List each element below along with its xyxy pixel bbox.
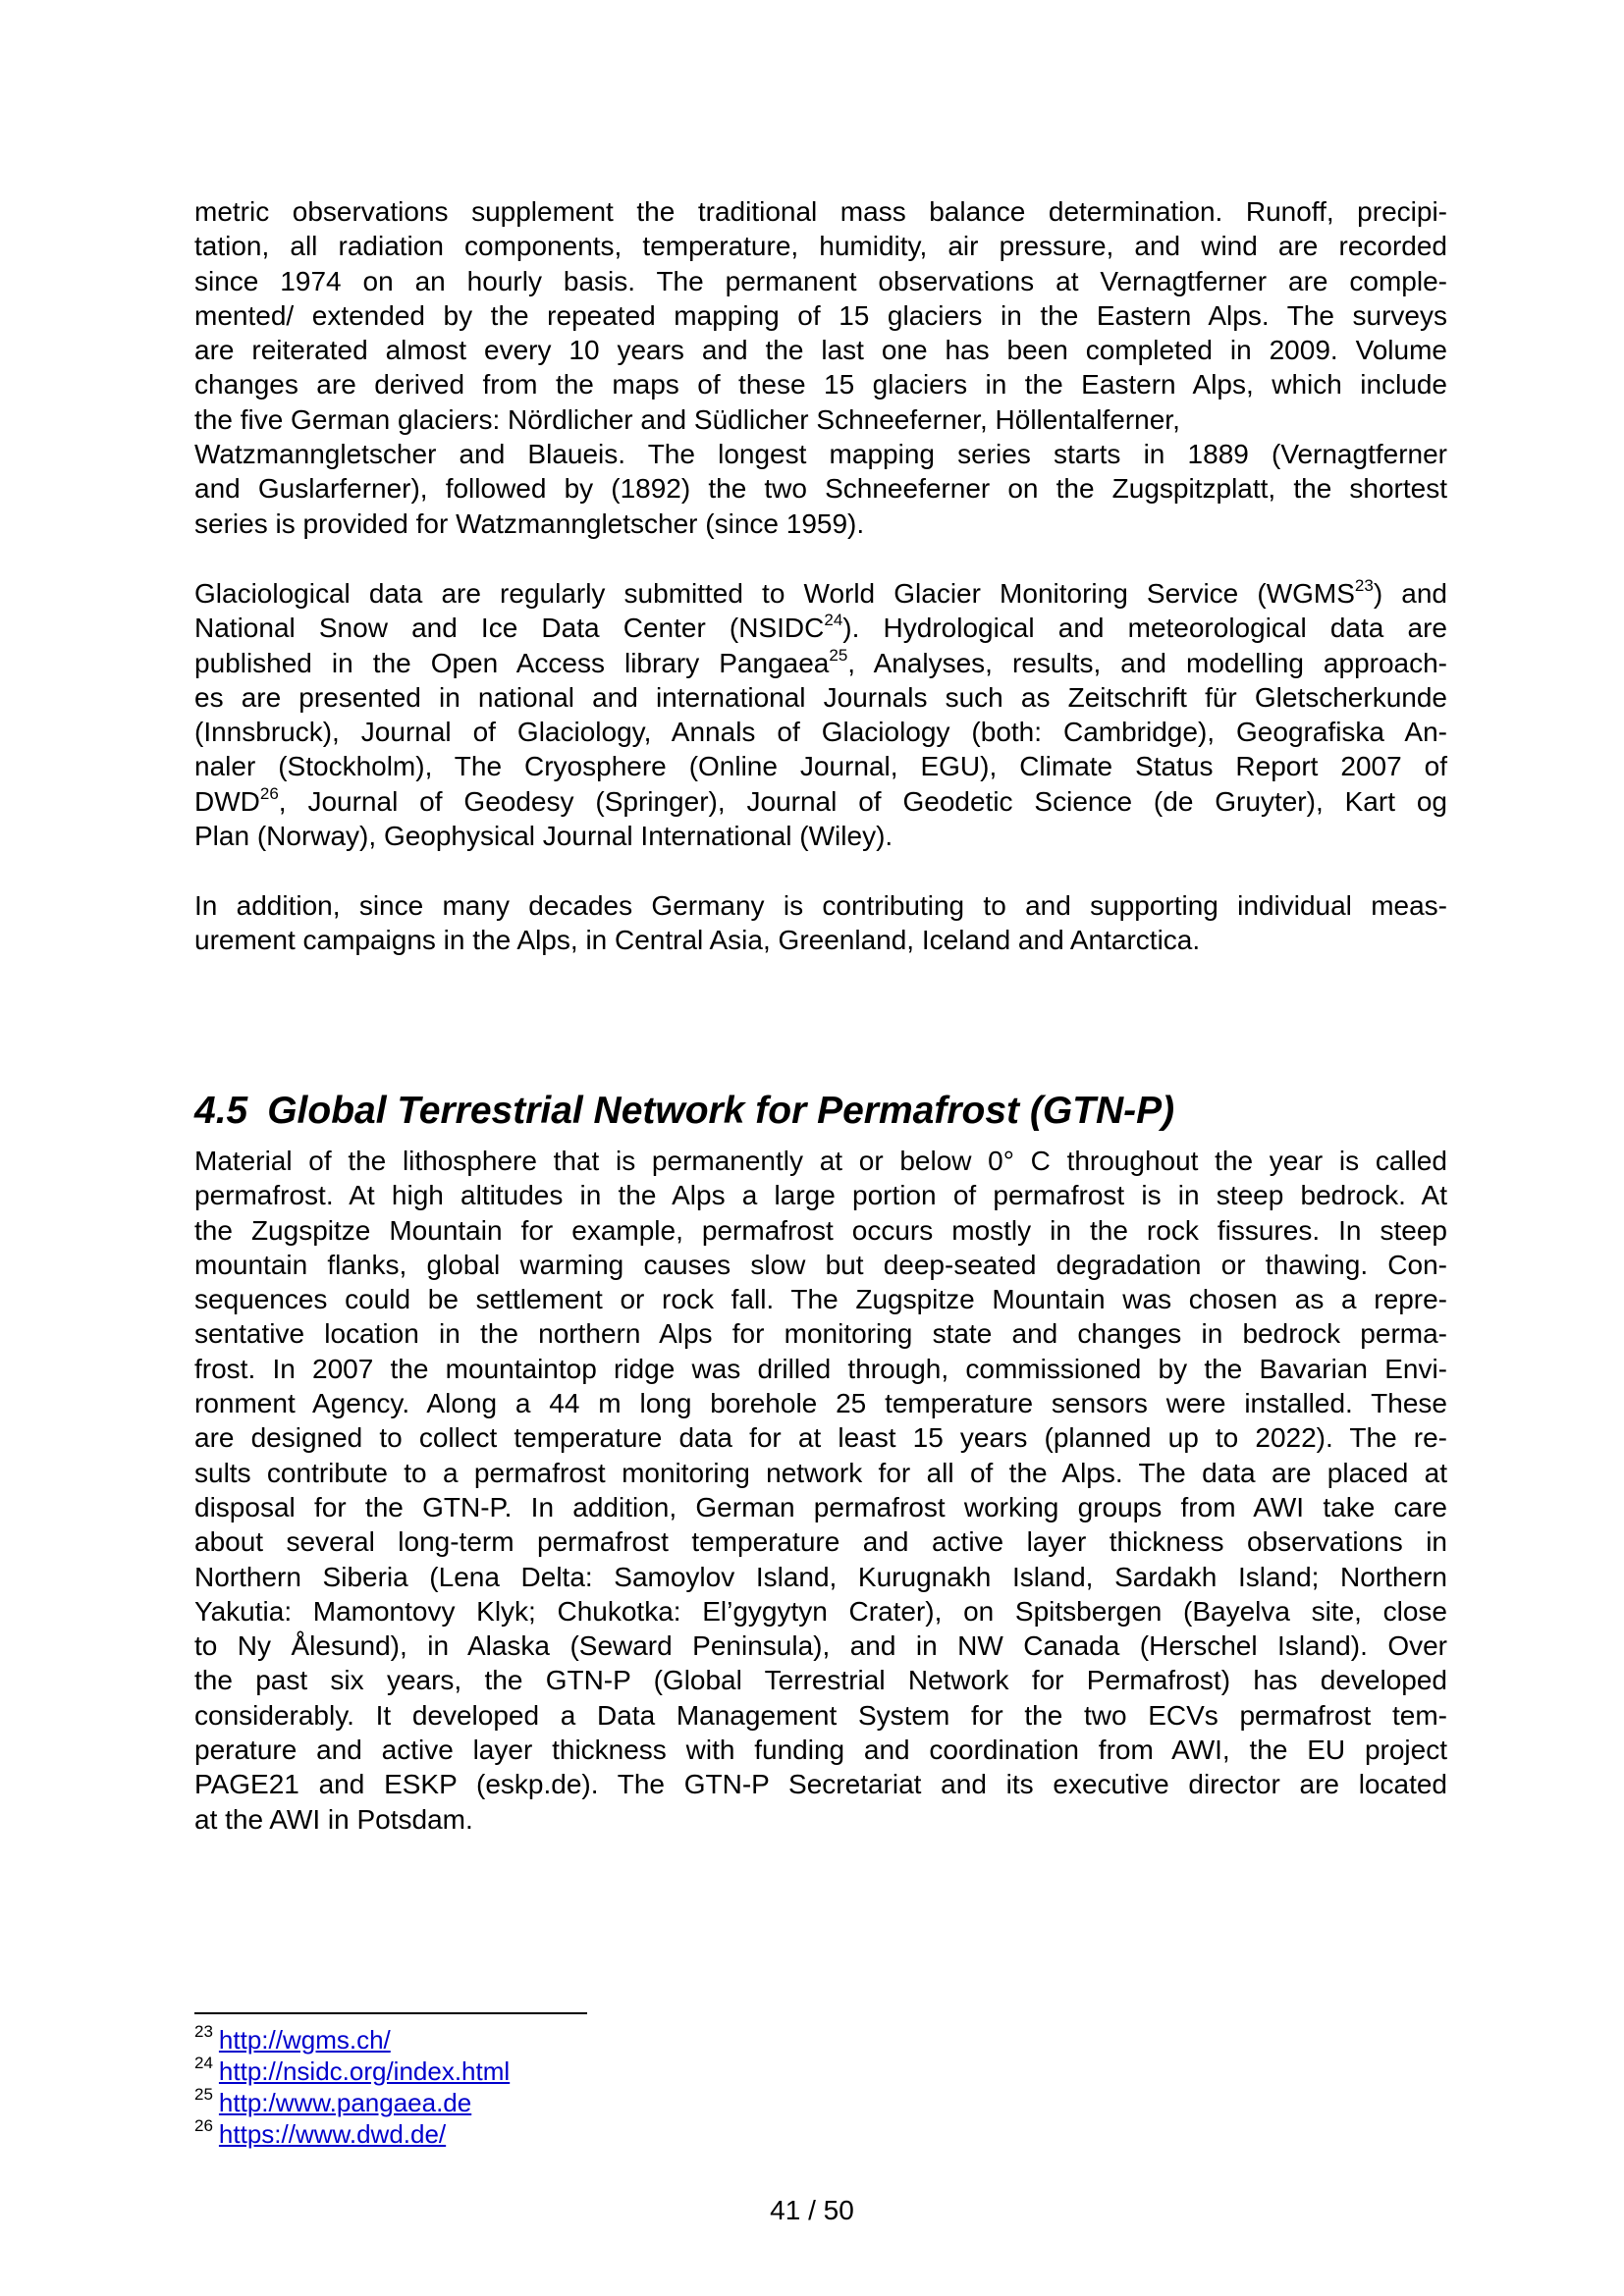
paragraph-mass-balance bbox=[194, 194, 1447, 541]
text-fragment: , Journal of Geodesy (Springer), Journal of Geodetic Science (de Gruyter), Kart og bbox=[278, 785, 1447, 817]
text-line: to Ny Ålesund), in Alaska (Seward Peninsula), and in NW Canada (Herschel Island). Over bbox=[194, 1630, 1447, 1662]
paragraph-campaigns bbox=[194, 888, 1447, 958]
footnote-25 bbox=[194, 2087, 510, 2118]
text-line: urement campaigns in the Alps, in Central Asia, Greenland, Iceland and Antarctica. bbox=[194, 925, 1201, 956]
section-title: Global Terrestrial Network for Permafrost (GTN-P) bbox=[267, 1090, 1175, 1132]
text-line: Watzmanngletscher and Blaueis. The longest mapping series starts in 1889 (Vernagtferner bbox=[194, 439, 1447, 470]
text-line: permafrost. At high altitudes in the Alps a large portion of permafrost is in steep bedrock. At bbox=[194, 1180, 1447, 1211]
section-heading bbox=[194, 1090, 1174, 1133]
text-line: since 1974 on an hourly basis. The permanent observations at Vernagtferner are comple- bbox=[194, 265, 1447, 296]
text-line: PAGE21 and ESKP (eskp.de). The GTN-P Secretariat and its executive director are located bbox=[194, 1769, 1447, 1800]
text-line: perature and active layer thickness with funding and coordination from AWI, the EU project bbox=[194, 1735, 1447, 1766]
footnote-link[interactable]: http://nsidc.org/index.html bbox=[218, 2056, 511, 2086]
text-fragment: , Analyses, results, and modelling approach- bbox=[847, 647, 1448, 678]
footnote-ref-26: 26 bbox=[259, 783, 279, 803]
footnote-number: 26 bbox=[194, 2116, 213, 2135]
text-line: the past six years, the GTN-P (Global Terrestrial Network for Permafrost) has developed bbox=[194, 1665, 1447, 1696]
footnote-ref-23: 23 bbox=[1354, 576, 1374, 595]
text-fragment: ) and bbox=[1373, 578, 1447, 609]
text-line: metric observations supplement the traditional mass balance determination. Runoff, precipi- bbox=[194, 196, 1447, 227]
text-line: (Innsbruck), Journal of Glaciology, Annals of Glaciology (both: Cambridge), Geografiska An- bbox=[194, 717, 1447, 748]
text-line: the Zugspitze Mountain for example, permafrost occurs mostly in the rock fissures. In steep bbox=[194, 1214, 1447, 1246]
text-line: the five German glaciers: Nördlicher and Südlicher Schneeferner, Höllentalferner, bbox=[194, 403, 1180, 435]
text-line: at the AWI in Potsdam. bbox=[194, 1803, 473, 1835]
text-line: considerably. It developed a Data Management System for the two ECVs permafrost tem- bbox=[194, 1699, 1447, 1731]
footnote-link[interactable]: http://wgms.ch/ bbox=[218, 2025, 391, 2055]
text-fragment: Glaciological data are regularly submitted to World Glacier Monitoring Service (WGMS bbox=[194, 578, 1355, 609]
page-number: 41 / 50 bbox=[770, 2195, 854, 2225]
footnote-separator bbox=[194, 2012, 587, 2014]
footnote-number: 25 bbox=[194, 2085, 213, 2104]
footnote-link[interactable]: http:/www.pangaea.de bbox=[218, 2088, 472, 2117]
text-line: Yakutia: Mamontovy Klyk; Chukotka: El’gygytyn Crater), on Spitsbergen (Bayelva site, close bbox=[194, 1595, 1447, 1627]
footnote-26 bbox=[194, 2118, 510, 2150]
text-line: series is provided for Watzmanngletscher (since 1959). bbox=[194, 507, 865, 539]
text-line: sults contribute to a permafrost monitoring network for all of the Alps. The data are placed at bbox=[194, 1457, 1447, 1488]
footnote-24 bbox=[194, 2056, 510, 2087]
footnote-number: 24 bbox=[194, 2054, 213, 2072]
footnotes bbox=[194, 2024, 510, 2150]
text-line: mountain flanks, global warming causes slow but deep-seated degradation or thawing. Con- bbox=[194, 1249, 1447, 1280]
section-number: 4.5 bbox=[194, 1090, 248, 1132]
text-line: naler (Stockholm), The Cryosphere (Online Journal, EGU), Climate Status Report 2007 of bbox=[194, 751, 1447, 782]
text-line bbox=[194, 576, 1447, 611]
text-fragment: published in the Open Access library Pangaea bbox=[194, 647, 830, 678]
text-line: frost. In 2007 the mountaintop ridge was drilled through, commissioned by the Bavarian Envi- bbox=[194, 1353, 1447, 1384]
text-line: es are presented in national and international Journals such as Zeitschrift für Gletscherkunde bbox=[194, 681, 1447, 713]
paragraph-permafrost bbox=[194, 1144, 1447, 1837]
footnote-link[interactable]: https://www.dwd.de/ bbox=[218, 2119, 447, 2149]
text-line: Northern Siberia (Lena Delta: Samoylov Island, Kurugnakh Island, Sardakh Island; Northern bbox=[194, 1561, 1447, 1592]
footnote-number: 23 bbox=[194, 2022, 213, 2041]
text-line: sentative location in the northern Alps for monitoring state and changes in bedrock perma- bbox=[194, 1318, 1447, 1350]
text-line: are designed to collect temperature data for at least 15 years (planned up to 2022). The re- bbox=[194, 1422, 1447, 1454]
text-line: changes are derived from the maps of these 15 glaciers in the Eastern Alps, which include bbox=[194, 369, 1447, 400]
text-line: Material of the lithosphere that is permanently at or below 0° C throughout the year is called bbox=[194, 1146, 1447, 1176]
text-line: In addition, since many decades Germany is contributing to and supporting individual meas- bbox=[194, 890, 1447, 921]
text-line: tation, all radiation components, temperature, humidity, air pressure, and wind are recorded bbox=[194, 231, 1447, 262]
text-line: sequences could be settlement or rock fall. The Zugspitze Mountain was chosen as a repre- bbox=[194, 1284, 1447, 1315]
footnote-ref-25: 25 bbox=[829, 645, 848, 665]
text-fragment: National Snow and Ice Data Center (NSIDC bbox=[194, 613, 825, 644]
text-line bbox=[194, 646, 1447, 680]
text-line: ronment Agency. Along a 44 m long borehole 25 temperature sensors were installed. These bbox=[194, 1388, 1447, 1419]
footnote-23 bbox=[194, 2024, 510, 2056]
text-fragment: DWD bbox=[194, 785, 260, 817]
footnote-ref-24: 24 bbox=[824, 611, 843, 630]
text-line bbox=[194, 611, 1447, 645]
text-line: disposal for the GTN-P. In addition, German permafrost working groups from AWI take care bbox=[194, 1491, 1447, 1522]
text-line bbox=[194, 784, 1447, 819]
paragraph-data-submission bbox=[194, 576, 1447, 853]
text-line: Plan (Norway), Geophysical Journal International (Wiley). bbox=[194, 821, 893, 852]
text-fragment: ). Hydrological and meteorological data are bbox=[842, 613, 1447, 644]
text-line: are reiterated almost every 10 years and the last one has been completed in 2009. Volume bbox=[194, 335, 1447, 366]
text-line: mented/ extended by the repeated mapping of 15 glaciers in the Eastern Alps. The surveys bbox=[194, 299, 1447, 331]
text-line: and Guslarferner), followed by (1892) the two Schneeferner on the Zugspitzplatt, the shortest bbox=[194, 473, 1447, 505]
text-line: about several long-term permafrost temperature and active layer thickness observations in bbox=[194, 1526, 1447, 1558]
